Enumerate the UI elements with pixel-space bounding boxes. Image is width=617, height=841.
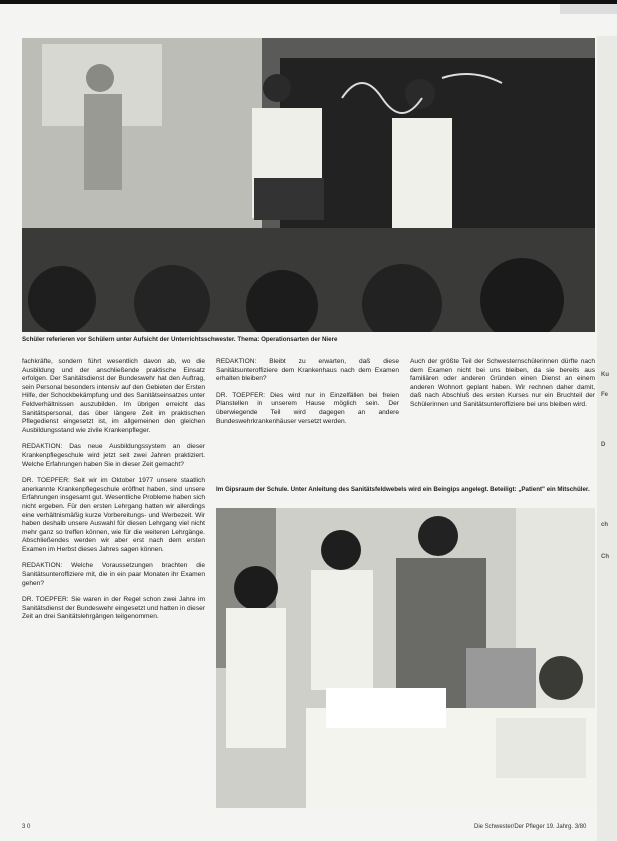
adjacent-page-edge <box>597 36 617 841</box>
text-column-1 <box>22 358 205 630</box>
page-number: 3 0 <box>22 824 31 830</box>
photo2-caption: Im Gipsraum der Schule. Unter Anleitung des Sanitätsfeldwebels wird ein Beingips angelegt. Beteiligt: „Patient" ein Mitschüler. <box>216 486 590 493</box>
text-column-3 <box>410 358 595 418</box>
col1-paragraph-2: REDAKTION: Das neue Ausbildungssystem an dieser Krankenpflegeschule wird jetzt seit zwei Jahren praktiziert. Welche Erfahrungen haben Sie in dieser Zeit gemacht? <box>22 443 205 468</box>
margin-text-3: D <box>601 442 606 448</box>
classroom-photo <box>22 38 595 332</box>
page-edge <box>560 4 617 14</box>
col3-paragraph-1: Auch der größte Teil der Schwesternschülerinnen dürfte nach dem Examen nicht bei uns bleiben, da sie bereits aus familiären oder anderen Gründen einen Dienst an einem anderen Wohnort geplant haben. Wir rechnen daher damit, daß nach Abschluß des ersten Kurses nur ein Bruchteil der Schülerinnen und Sanitätsunteroffiziere bei uns bleiben wird. <box>410 358 595 408</box>
col1-paragraph-4: REDAKTION: Welche Voraussetzungen brachten die Sanitätsunteroffiziere mit, die in ein paar Monaten ihr Examen gehen? <box>22 562 205 587</box>
margin-text-5: Ch <box>601 554 609 560</box>
margin-text-1: Ku <box>601 372 609 378</box>
photo1-caption: Schüler referieren vor Schülern unter Aufsicht der Unterrichtsschwester. Thema: Operationsarten der Niere <box>22 336 338 343</box>
col1-paragraph-5: DR. TOEPFER: Sie waren in der Regel schon zwei Jahre im Sanitätsdienst der Bundeswehr eingesetzt und hatten in dieser Zeit an drei Sanitätslehrgängen teilgenommen. <box>22 596 205 621</box>
col2-paragraph-1: REDAKTION: Bleibt zu erwarten, daß diese Sanitätsunteroffiziere dem Krankenhaus nach dem Examen erhalten bleiben? <box>216 358 399 383</box>
text-column-2 <box>216 358 399 434</box>
margin-text-4: ch <box>601 522 609 528</box>
col1-paragraph-1: fachkräfte, sondern führt wesentlich davon ab, wo die Ausbildung und der anschließende praktische Einsatz erfolgen. Der Sanitätsdienst der Bundeswehr hat den Auftrag, sein Personal besonders intensiv auf den Gebieten der Ersten Hilfe, der Schockbekämpfung und des Sanitätseinsatzes unter Feldverhältnissen auszubilden. Im übrigen erreicht das Sanitätspersonal, das über längere Zeit im praktischen Pflegedienst eingesetzt ist, im allgemeinen den gleichen Ausbildungsstand wie zivile Krankenpfleger. <box>22 358 205 434</box>
plaster-room-photo <box>216 508 595 808</box>
journal-source: Die Schwester/Der Pfleger 19. Jahrg. 3/80 <box>474 824 587 830</box>
top-rule <box>0 0 617 4</box>
margin-text-2: Fe <box>601 392 609 398</box>
col2-paragraph-2: DR. TOEPFER: Dies wird nur in Einzelfällen bei freien Planstellen in unserem Hause möglich sein. Der überwiegende Teil wird dagegen an andere Bundeswehrkrankenhäuser versetzt werden. <box>216 391 399 425</box>
col1-paragraph-3: DR. TOEPFER: Seit wir im Oktober 1977 unsere staatlich anerkannte Krankenpflegeschule eröffnet haben, sind unsere Erfahrungen insgesamt gut. Wesentliche Probleme haben sich nicht ergeben. Für den ersten Lehrgang hatten wir allerdings eine verhältnismäßig kurze Vorbereitungs- und Werbezeit. Wir haben deshalb unsere Auswahl für diesen Lehrgang viel nicht mehr ganz so treffen können, wie für die weiteren Lehrgänge. Abschließendes werden wir aber erst nach dem ersten Examen im Herbst dieses Jahres sagen können. <box>22 477 205 553</box>
